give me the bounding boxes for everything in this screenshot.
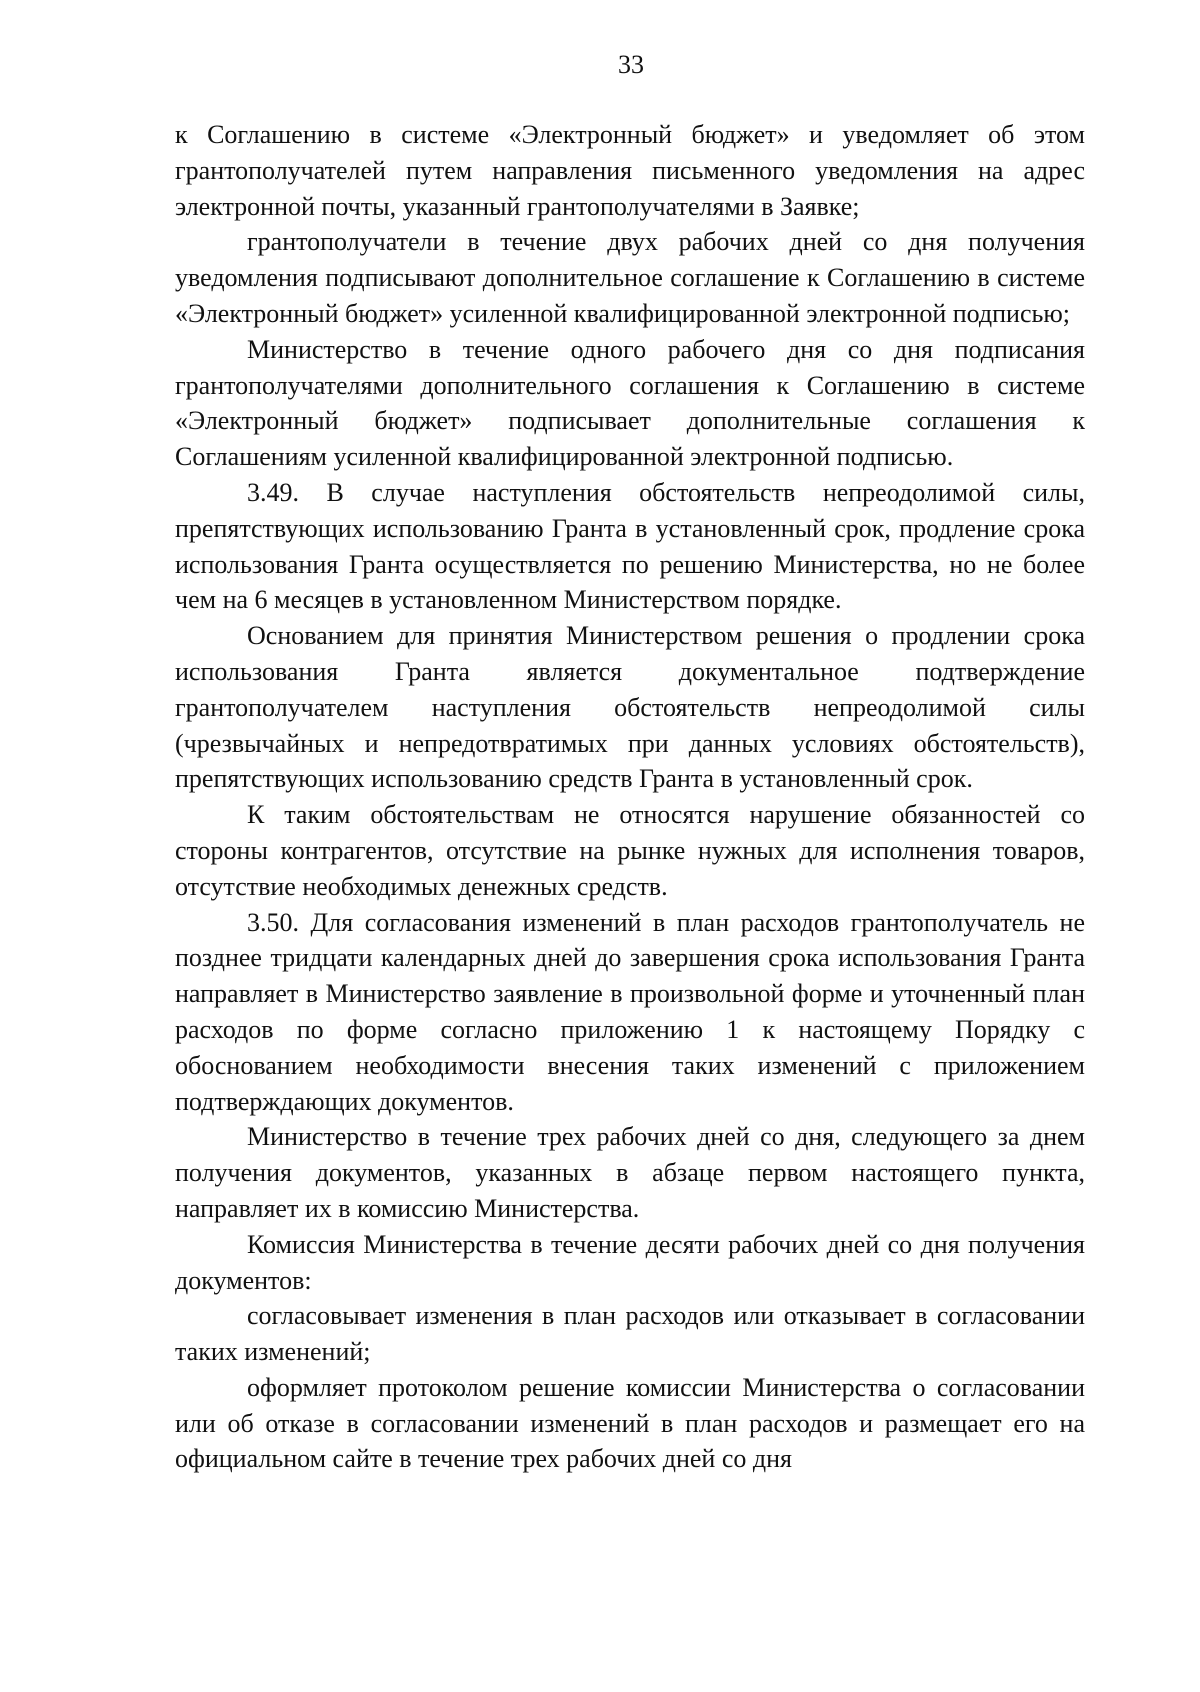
paragraph: 3.49. В случае наступления обстоятельств непреодолимой силы, препятствующих использованию Гранта в установленный срок, продление срока использования Гранта осуществляется по решению Министерства, но не более чем на 6 месяцев в установленном Министерством порядке. xyxy=(175,477,1085,615)
paragraph: Министерство в течение трех рабочих дней со дня, следующего за днем получения документов, указанных в абзаце первом настоящего пункта, направляет их в комиссию Министерства. xyxy=(175,1122,1085,1223)
paragraph: Комиссия Министерства в течение десяти рабочих дней со дня получения документов: xyxy=(175,1229,1085,1295)
page-number: 33 xyxy=(618,50,644,79)
document-body xyxy=(175,117,1085,1477)
paragraph: 3.50. Для согласования изменений в план расходов грантополучатель не позднее тридцати календарных дней до завершения срока использования Гранта направляет в Министерство заявление в произвольной форме и уточненный план расходов по форме согласно приложению 1 к настоящему Порядку с обоснованием необходимости внесения таких изменений с приложением подтверждающих документов. xyxy=(175,907,1085,1116)
paragraph: грантополучатели в течение двух рабочих дней со дня получения уведомления подписывают дополнительное соглашение к Соглашению в системе «Электронный бюджет» усиленной квалифицированной электронной подписью; xyxy=(175,227,1085,328)
paragraph: оформляет протоколом решение комиссии Министерства о согласовании или об отказе в согласовании изменений в план расходов и размещает его на официальном сайте в течение трех рабочих дней со дня xyxy=(175,1372,1085,1474)
paragraph: Основанием для принятия Министерством решения о продлении срока использования Гранта является документальное подтверждение грантополучателем наступления обстоятельств непреодолимой силы (чрезвычайных и непредотвратимых при данных условиях обстоятельств), препятствующих использованию средств Гранта в установленный срок. xyxy=(175,621,1085,794)
paragraph: Министерство в течение одного рабочего дня со дня подписания грантополучателями дополнительного соглашения к Соглашению в системе «Электронный бюджет» подписывает дополнительные соглашения к Соглашениям усиленной квалифицированной электронной подписью. xyxy=(175,334,1085,472)
paragraph: согласовывает изменения в план расходов или отказывает в согласовании таких изменений; xyxy=(175,1301,1085,1367)
paragraph: к Соглашению в системе «Электронный бюджет» и уведомляет об этом грантополучателей путем направления письменного уведомления на адрес электронной почты, указанный грантополучателями в Заявке; xyxy=(175,120,1085,221)
paragraph: К таким обстоятельствам не относятся нарушение обязанностей со стороны контрагентов, отсутствие на рынке нужных для исполнения товаров, отсутствие необходимых денежных средств. xyxy=(175,800,1085,901)
